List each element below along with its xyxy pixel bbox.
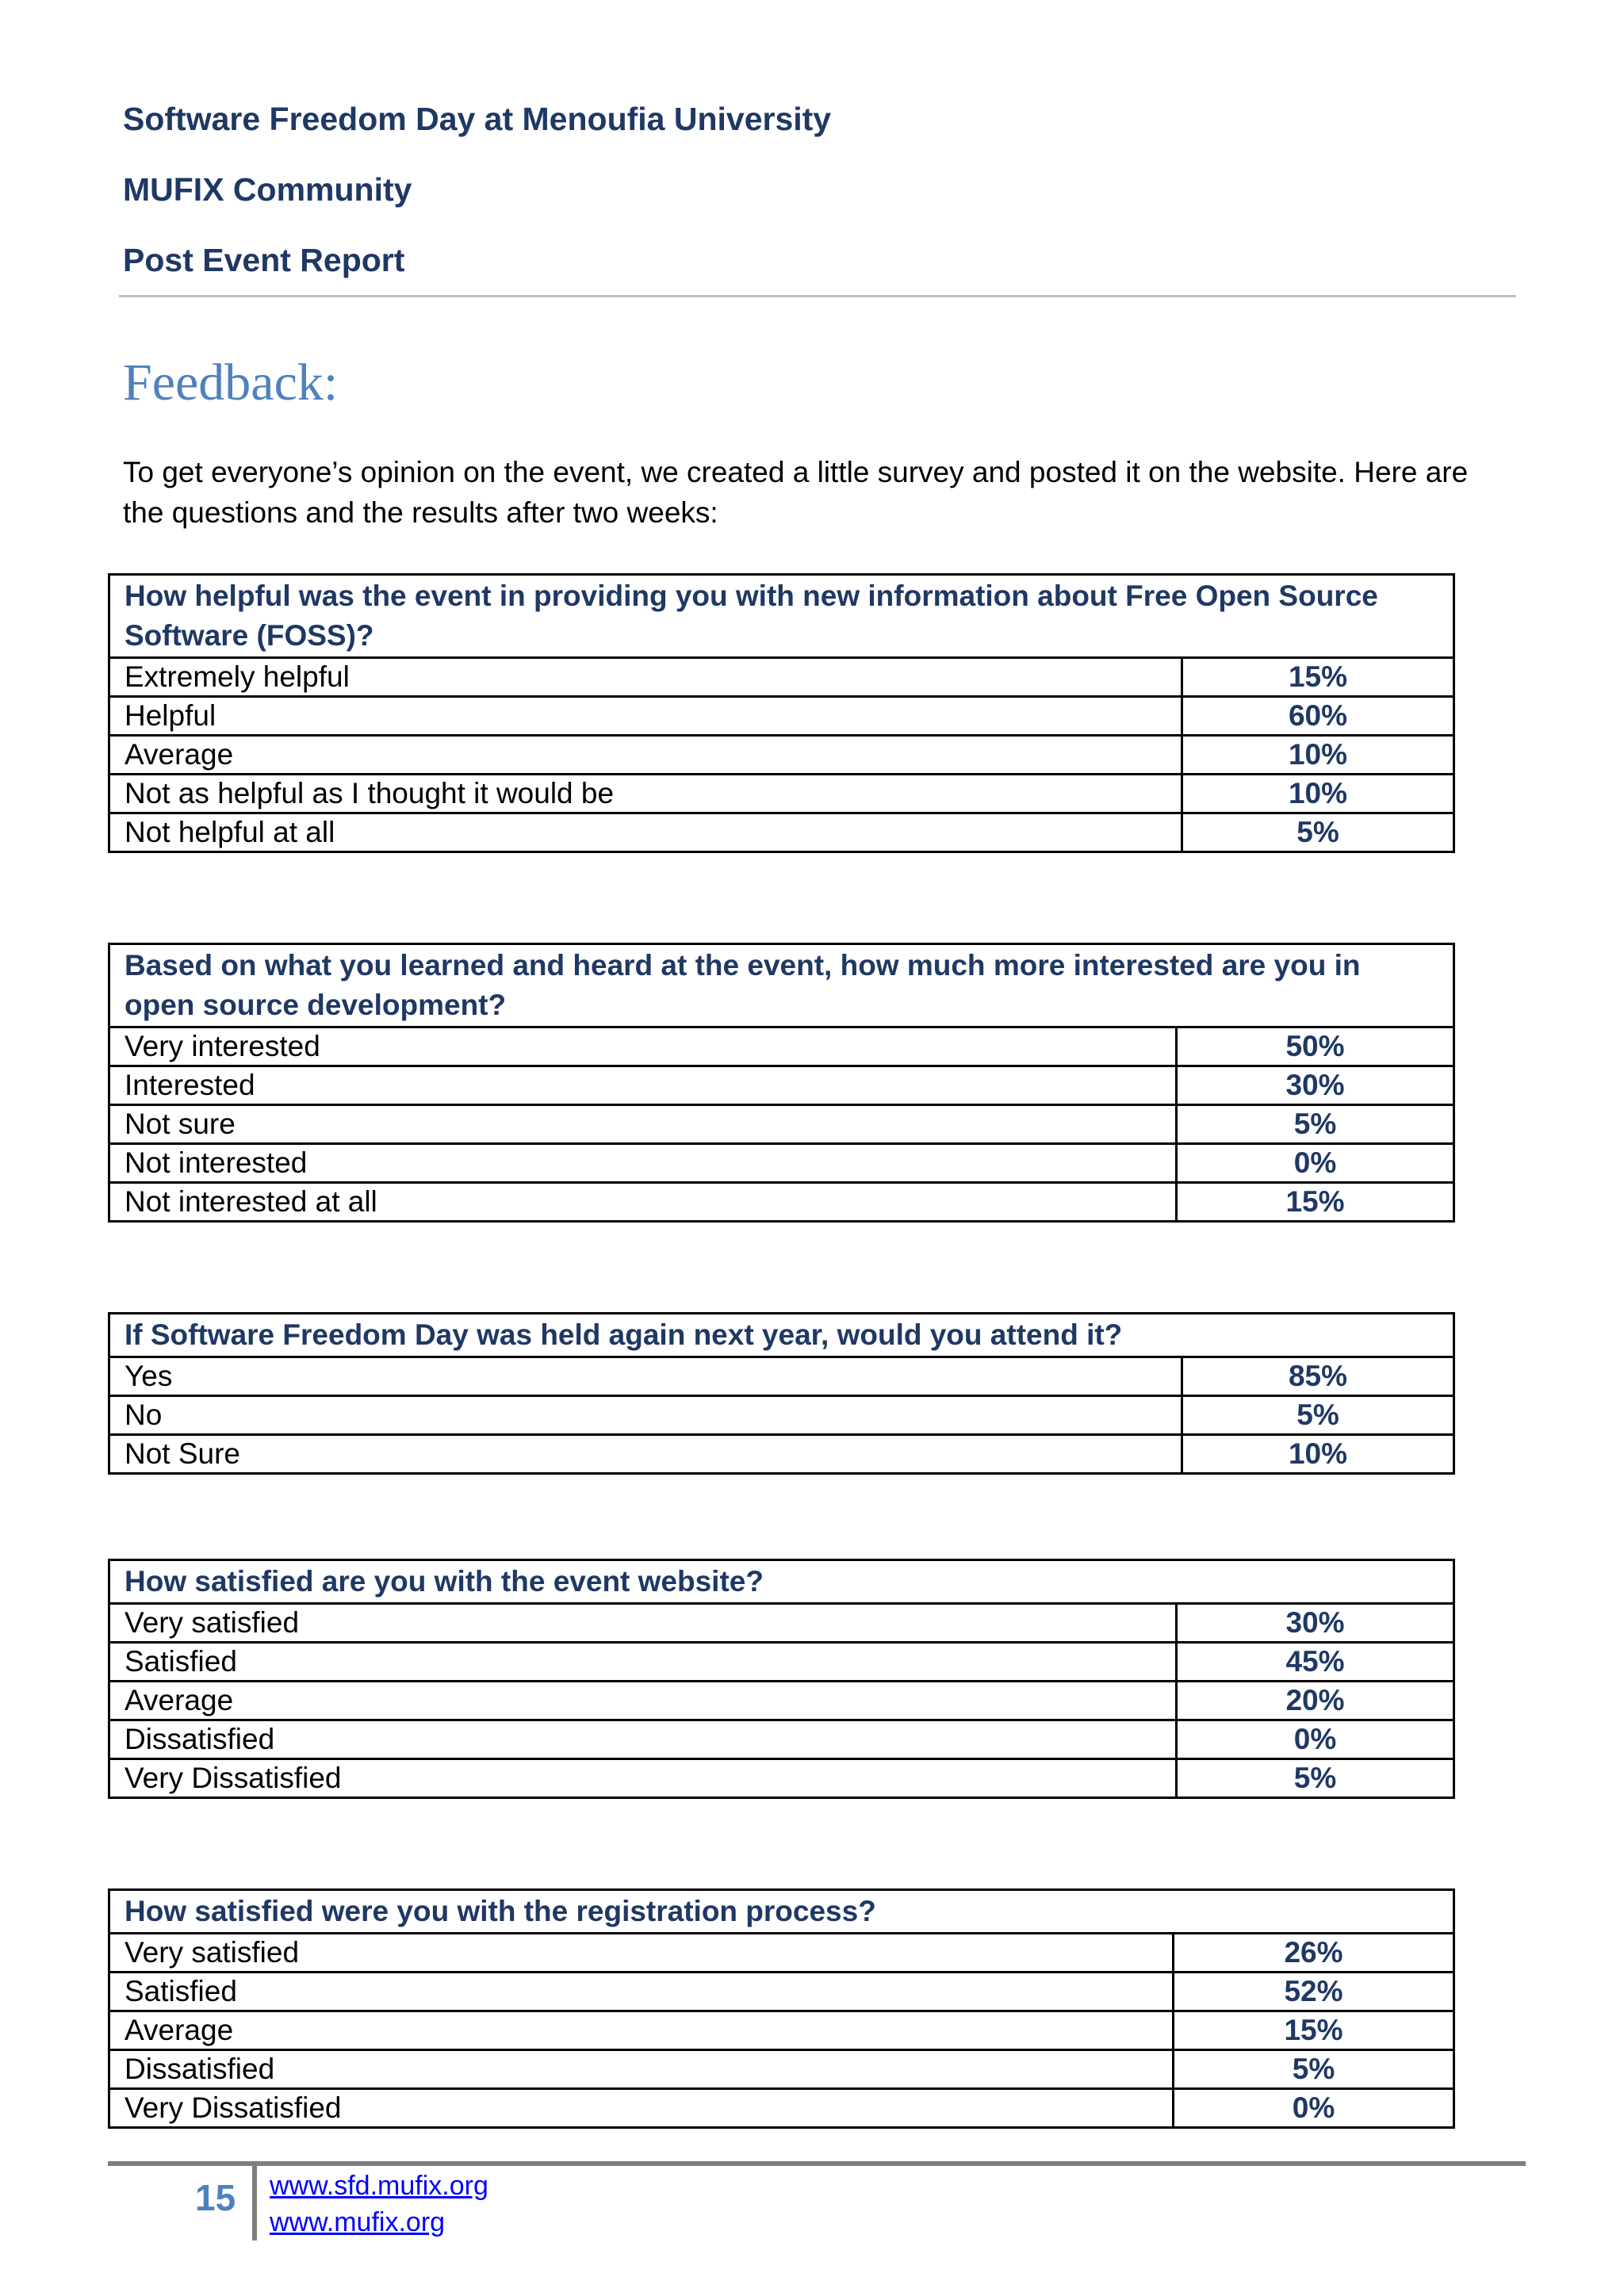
answer-percent: 85% [1182, 1357, 1454, 1396]
answer-percent: 5% [1182, 1396, 1454, 1435]
table-row [109, 1643, 1454, 1682]
footer-divider [108, 2161, 1526, 2166]
table-row [109, 1144, 1454, 1183]
answer-percent: 0% [1177, 1720, 1454, 1759]
answer-label: Very satisfied [109, 1604, 1177, 1643]
answer-label: Average [109, 2011, 1174, 2050]
answer-percent: 0% [1177, 1144, 1454, 1183]
question-row [109, 575, 1454, 658]
table-row [109, 736, 1454, 775]
answer-label: Average [109, 736, 1182, 775]
answer-label: Not helpful at all [109, 813, 1182, 852]
footer-vertical-divider [252, 2166, 257, 2241]
footer-link-mufix[interactable]: www.mufix.org [270, 2207, 446, 2237]
answer-percent: 60% [1182, 697, 1454, 736]
answer-label: Extremely helpful [109, 658, 1182, 697]
survey-table-helpfulness [108, 573, 1455, 853]
table-row [109, 2011, 1454, 2050]
answer-percent: 10% [1182, 736, 1454, 775]
header-divider [119, 295, 1516, 297]
answer-percent: 26% [1174, 1934, 1454, 1973]
table-row [109, 2089, 1454, 2128]
answer-label: Not sure [109, 1105, 1177, 1144]
answer-percent: 45% [1177, 1643, 1454, 1682]
answer-label: Satisfied [109, 1973, 1174, 2011]
question-text: How satisfied are you with the event website? [109, 1560, 1454, 1604]
table-row [109, 1973, 1454, 2011]
table-row [109, 697, 1454, 736]
question-text: How satisfied were you with the registration process? [109, 1890, 1454, 1934]
answer-label: Very satisfied [109, 1934, 1174, 1973]
answer-label: Average [109, 1682, 1177, 1720]
answer-label: Interested [109, 1066, 1177, 1105]
table-row [109, 1934, 1454, 1973]
survey-table-attendance [108, 1312, 1455, 1475]
answer-percent: 15% [1177, 1183, 1454, 1222]
answer-percent: 30% [1177, 1066, 1454, 1105]
question-text: If Software Freedom Day was held again next year, would you attend it? [109, 1314, 1454, 1357]
question-row [109, 1890, 1454, 1934]
answer-label: No [109, 1396, 1182, 1435]
answer-label: Dissatisfied [109, 2050, 1174, 2089]
table-row [109, 1105, 1454, 1144]
question-row [109, 1314, 1454, 1357]
question-text: Based on what you learned and heard at the event, how much more interested are you in open source development? [109, 944, 1454, 1027]
question-row [109, 1560, 1454, 1604]
report-subtitle: Post Event Report [123, 242, 405, 278]
survey-table-interest [108, 943, 1455, 1223]
survey-table-registration [108, 1888, 1455, 2129]
footer-link-sfd[interactable]: www.sfd.mufix.org [270, 2171, 488, 2201]
table-row [109, 1183, 1454, 1222]
table-row [109, 1396, 1454, 1435]
table-row [109, 1604, 1454, 1643]
answer-percent: 50% [1177, 1027, 1454, 1066]
table-row [109, 1435, 1454, 1474]
answer-percent: 15% [1182, 658, 1454, 697]
answer-label: Not interested at all [109, 1183, 1177, 1222]
table-row [109, 813, 1454, 852]
answer-percent: 5% [1182, 813, 1454, 852]
table-row [109, 2050, 1454, 2089]
answer-percent: 5% [1174, 2050, 1454, 2089]
table-row [109, 1720, 1454, 1759]
survey-table-website [108, 1559, 1455, 1799]
answer-label: Not Sure [109, 1435, 1182, 1474]
answer-label: Satisfied [109, 1643, 1177, 1682]
table-row [109, 1066, 1454, 1105]
answer-label: Helpful [109, 697, 1182, 736]
answer-percent: 5% [1177, 1759, 1454, 1798]
table-row [109, 658, 1454, 697]
answer-label: Dissatisfied [109, 1720, 1177, 1759]
answer-percent: 15% [1174, 2011, 1454, 2050]
answer-label: Very Dissatisfied [109, 2089, 1174, 2128]
answer-percent: 5% [1177, 1105, 1454, 1144]
table-row [109, 1357, 1454, 1396]
table-row [109, 1759, 1454, 1798]
page-number: 15 [195, 2177, 236, 2218]
question-text: How helpful was the event in providing you with new information about Free Open Source Software (FOSS)? [109, 575, 1454, 658]
answer-percent: 20% [1177, 1682, 1454, 1720]
report-title: Software Freedom Day at Menoufia University [123, 101, 832, 137]
answer-label: Not interested [109, 1144, 1177, 1183]
intro-paragraph: To get everyone’s opinion on the event, we created a little survey and posted it on the website. Here are the questions and the results after two weeks: [123, 456, 1469, 529]
answer-percent: 0% [1174, 2089, 1454, 2128]
community-name: MUFIX Community [123, 171, 412, 208]
table-row [109, 1027, 1454, 1066]
table-row [109, 775, 1454, 813]
answer-percent: 30% [1177, 1604, 1454, 1643]
section-heading: Feedback: [123, 354, 339, 411]
answer-label: Very Dissatisfied [109, 1759, 1177, 1798]
question-row [109, 944, 1454, 1027]
answer-percent: 10% [1182, 775, 1454, 813]
answer-percent: 52% [1174, 1973, 1454, 2011]
answer-label: Not as helpful as I thought it would be [109, 775, 1182, 813]
answer-label: Very interested [109, 1027, 1177, 1066]
answer-percent: 10% [1182, 1435, 1454, 1474]
table-row [109, 1682, 1454, 1720]
answer-label: Yes [109, 1357, 1182, 1396]
